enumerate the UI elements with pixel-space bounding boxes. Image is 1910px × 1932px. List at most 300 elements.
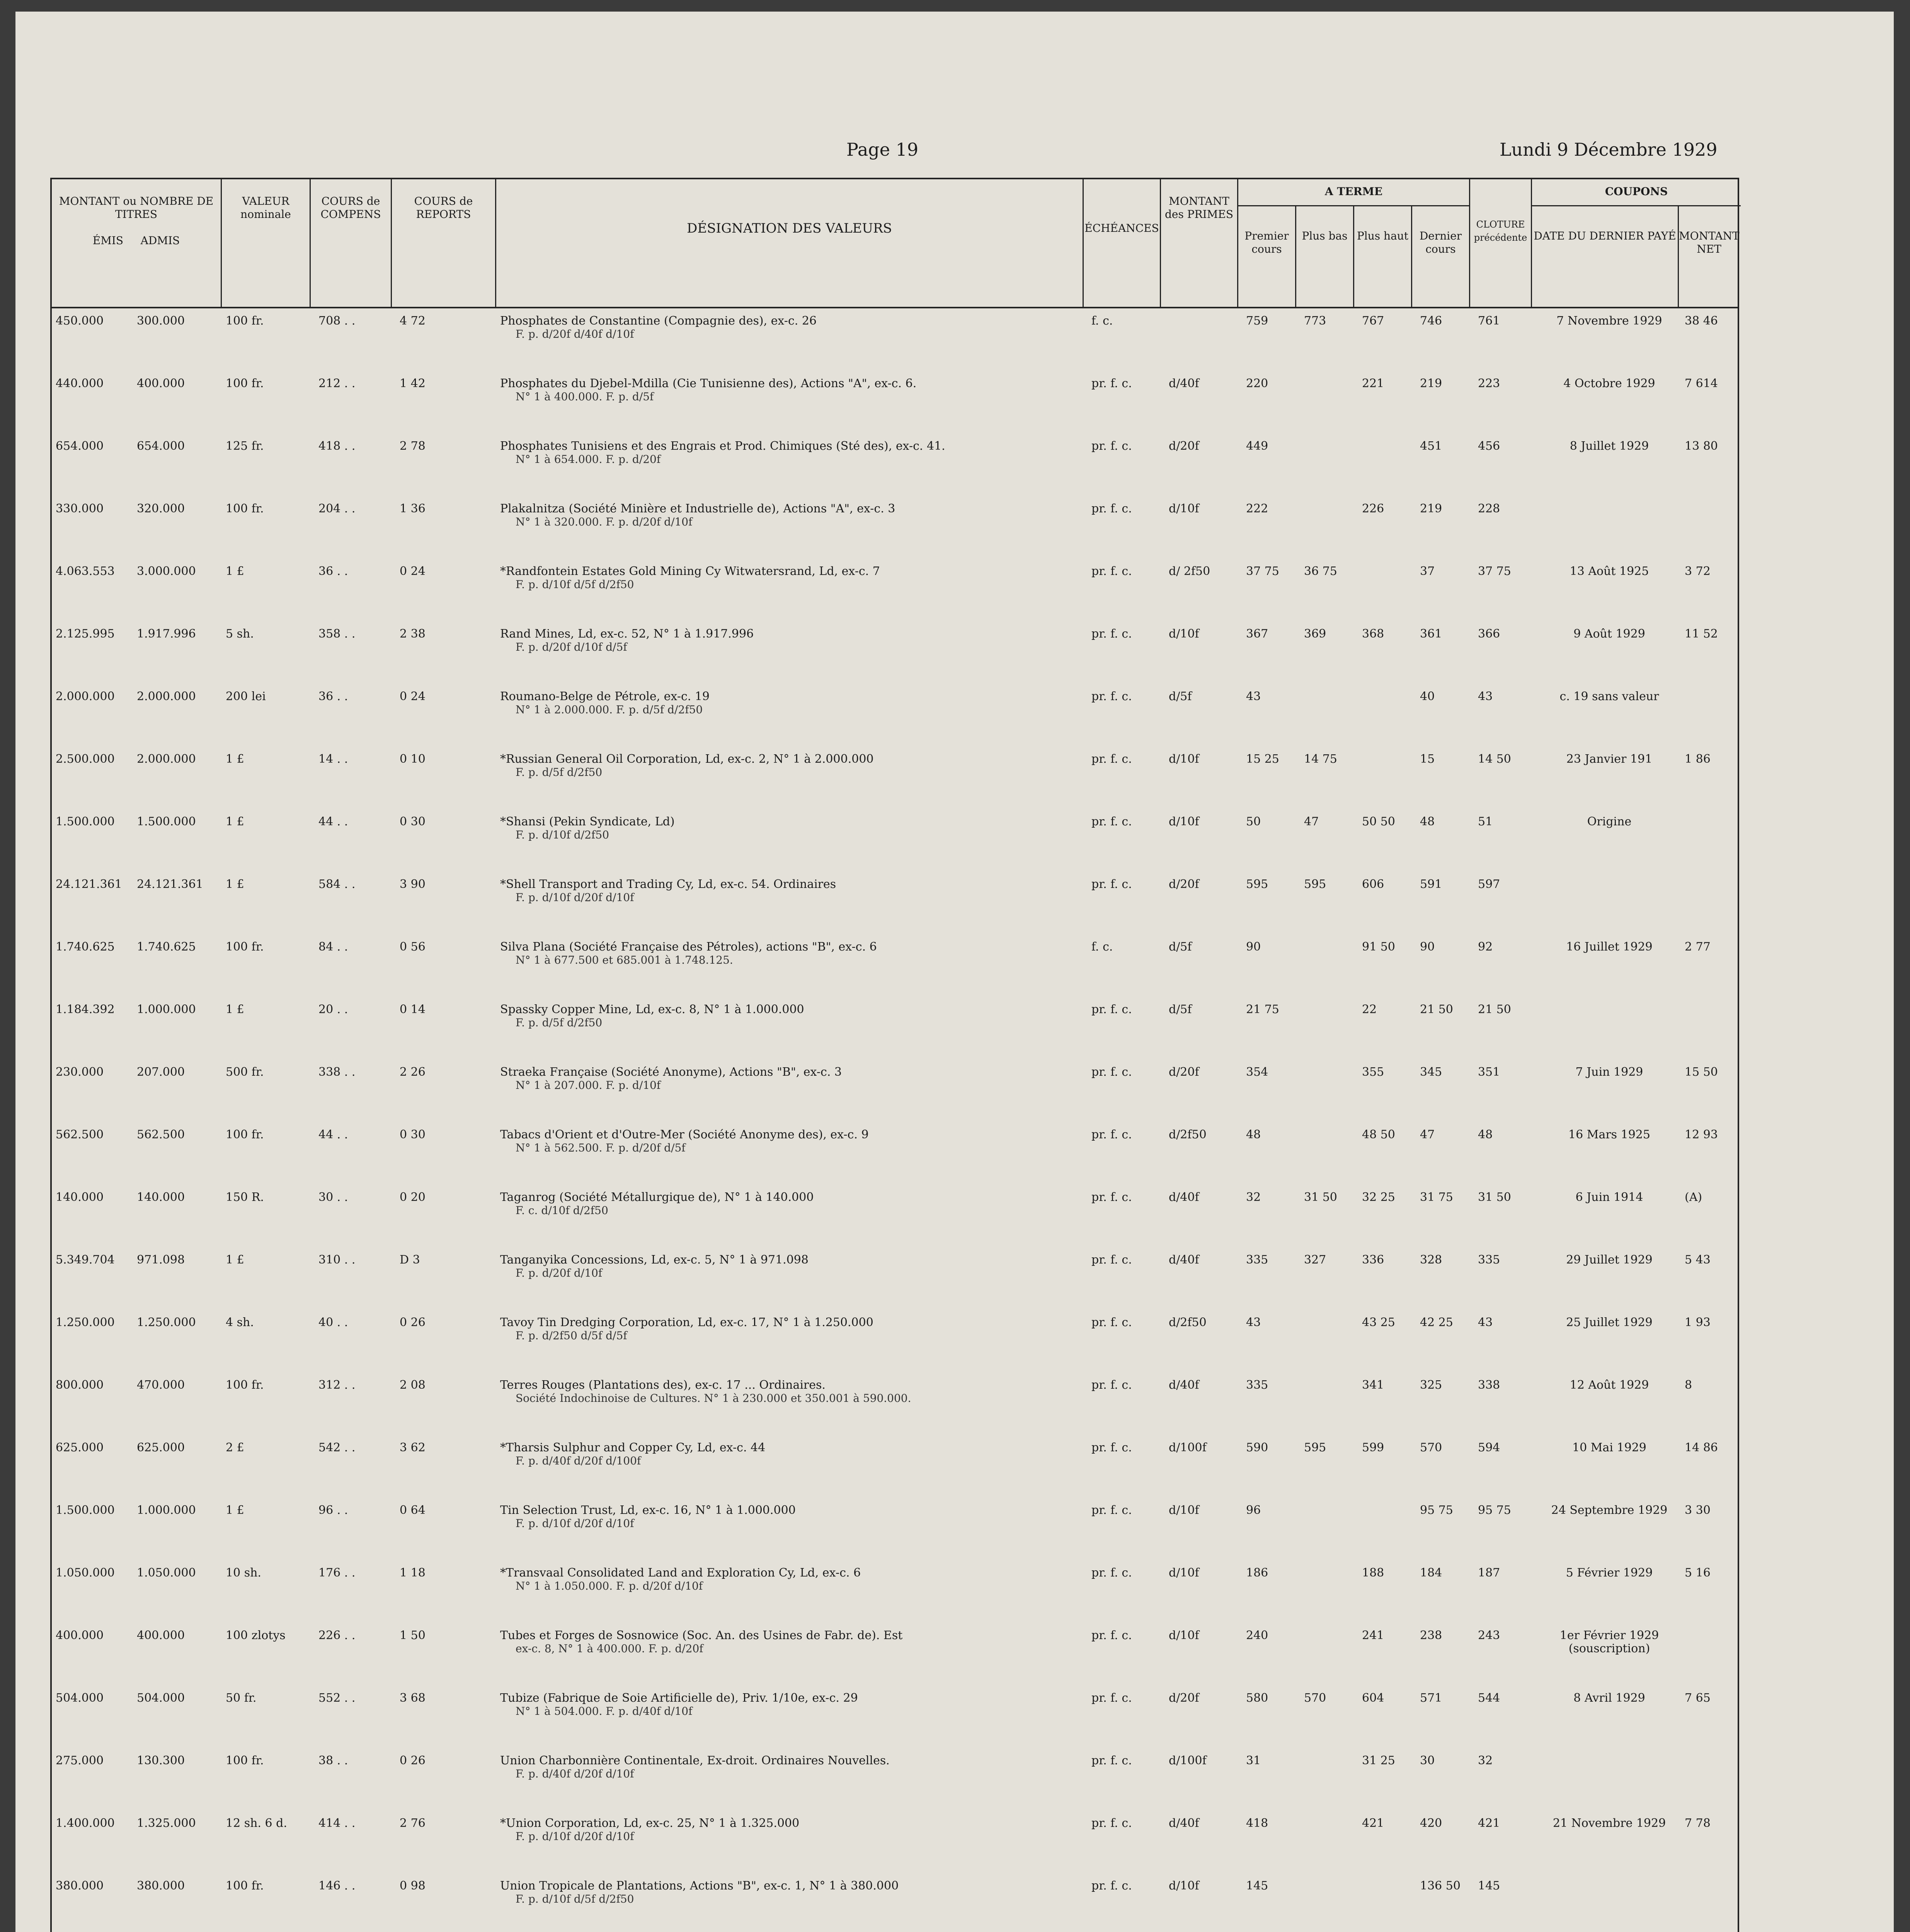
row-cloture: 338 xyxy=(1478,1378,1500,1392)
row-cours-rep: 0 26 xyxy=(400,1316,426,1329)
row-echeance: pr. f. c. xyxy=(1091,1441,1132,1454)
row-coupon-net: 5 16 xyxy=(1685,1566,1711,1580)
header-haut: Plus haut xyxy=(1354,206,1412,307)
row-designation-sub: ex-c. 8, N° 1 à 400.000. F. p. d/20f xyxy=(516,1642,703,1655)
row-emis: 400.000 xyxy=(56,1629,104,1642)
row-cours-rep: 2 76 xyxy=(400,1816,426,1830)
row-designation-sub: N° 1 à 677.500 et 685.001 à 1.748.125. xyxy=(516,954,733,966)
row-dernier: 95 75 xyxy=(1420,1503,1453,1517)
row-designation-name: *Shansi (Pekin Syndicate, Ld) xyxy=(500,815,675,828)
row-cloture: 544 xyxy=(1478,1691,1500,1705)
row-admis: 654.000 xyxy=(137,439,185,453)
row-cours-comp: 38 . . xyxy=(318,1754,348,1767)
row-designation-name: Rand Mines, Ld, ex-c. 52, N° 1 à 1.917.996 xyxy=(500,628,754,641)
table-row xyxy=(52,373,1738,430)
row-coupon-date: c. 19 sans valeur xyxy=(1559,690,1659,703)
row-cours-comp: 542 . . xyxy=(318,1441,356,1454)
row-cours-comp: 20 . . xyxy=(318,1003,348,1016)
row-haut: 341 xyxy=(1362,1378,1384,1392)
row-designation-sub: F. p. d/20f d/10f xyxy=(516,1267,603,1279)
row-dernier: 420 xyxy=(1420,1816,1442,1830)
row-premier: 15 25 xyxy=(1246,752,1279,766)
row-designation-sub: F. p. d/2f50 d/5f d/5f xyxy=(516,1329,627,1342)
row-haut: 767 xyxy=(1362,314,1384,328)
row-coupon-date: 7 Juin 1929 xyxy=(1575,1065,1643,1079)
row-cloture: 456 xyxy=(1478,439,1500,453)
row-premier: 222 xyxy=(1246,502,1268,515)
row-prime: d/5f xyxy=(1169,940,1192,954)
header-coupon-date: DATE DU DERNIER PAYÉ xyxy=(1532,206,1679,307)
table-row xyxy=(52,1062,1738,1119)
row-designation-sub: N° 1 à 207.000. F. p. d/10f xyxy=(516,1079,661,1092)
row-cloture: 594 xyxy=(1478,1441,1500,1454)
row-designation-sub: N° 1 à 1.050.000. F. p. d/20f d/10f xyxy=(516,1580,703,1592)
row-echeance: pr. f. c. xyxy=(1091,878,1132,891)
row-designation-sub: F. p. d/10f d/20f d/10f xyxy=(516,1517,634,1530)
row-designation-name: Phosphates de Constantine (Compagnie des), ex-c. 26 xyxy=(500,315,817,328)
row-cloture: 43 xyxy=(1478,1316,1493,1329)
row-cours-comp: 212 . . xyxy=(318,377,356,390)
row-cours-rep: 0 24 xyxy=(400,690,426,703)
row-designation-sub: F. p. d/5f d/2f50 xyxy=(516,1016,603,1029)
row-designation-sub: F. p. d/5f d/2f50 xyxy=(516,766,603,779)
row-designation-name: Tanganyika Concessions, Ld, ex-c. 5, N° 1 à 971.098 xyxy=(500,1253,809,1267)
row-designation-sub: Société Indochinoise de Cultures. N° 1 à 230.000 et 350.001 à 590.000. xyxy=(516,1392,911,1405)
row-coupon-date: 10 Mai 1929 xyxy=(1572,1441,1646,1454)
row-admis: 2.000.000 xyxy=(137,752,196,766)
row-prime: d/40f xyxy=(1169,1378,1199,1392)
row-designation-name: Tubize (Fabrique de Soie Artificielle de), Priv. 1/10e, ex-c. 29 xyxy=(500,1692,858,1705)
header-cours-rep: COURS de REPORTS xyxy=(392,179,496,307)
row-cours-comp: 146 . . xyxy=(318,1879,356,1893)
row-designation-sub: F. p. d/20f d/40f d/10f xyxy=(516,328,634,340)
row-prime: d/10f xyxy=(1169,1503,1199,1517)
row-prime: d/40f xyxy=(1169,1816,1199,1830)
row-haut: 48 50 xyxy=(1362,1128,1395,1141)
row-cloture: 37 75 xyxy=(1478,565,1511,578)
row-premier: 759 xyxy=(1246,314,1268,328)
row-coupon-date: 21 Novembre 1929 xyxy=(1553,1816,1666,1830)
row-valeur: 12 sh. 6 d. xyxy=(226,1816,287,1830)
row-designation xyxy=(500,1566,1053,1593)
row-cours-comp: 14 . . xyxy=(318,752,348,766)
row-admis: 207.000 xyxy=(137,1065,185,1079)
row-coupon-date: 24 Septembre 1929 xyxy=(1551,1503,1668,1517)
row-dernier: 571 xyxy=(1420,1691,1442,1705)
row-cloture: 366 xyxy=(1478,627,1500,641)
row-dernier: 591 xyxy=(1420,878,1442,891)
row-valeur: 500 fr. xyxy=(226,1065,264,1079)
row-cours-rep: 3 68 xyxy=(400,1691,426,1705)
row-valeur: 1 £ xyxy=(226,1503,244,1517)
row-designation xyxy=(500,1066,1053,1092)
row-emis: 504.000 xyxy=(56,1691,104,1705)
row-cloture: 421 xyxy=(1478,1816,1500,1830)
row-bas: 773 xyxy=(1304,314,1326,328)
row-coupon-date: 29 Juillet 1929 xyxy=(1566,1253,1653,1267)
row-echeance: pr. f. c. xyxy=(1091,1754,1132,1767)
row-designation-name: *Transvaal Consolidated Land and Exploration Cy, Ld, ex-c. 6 xyxy=(500,1566,861,1580)
row-designation-sub: N° 1 à 654.000. F. p. d/20f xyxy=(516,453,661,466)
row-cours-comp: 44 . . xyxy=(318,1128,348,1141)
row-cours-comp: 418 . . xyxy=(318,439,356,453)
row-cours-comp: 36 . . xyxy=(318,565,348,578)
row-cloture: 43 xyxy=(1478,690,1493,703)
row-valeur: 1 £ xyxy=(226,815,244,828)
row-admis: 1.250.000 xyxy=(137,1316,196,1329)
row-echeance: pr. f. c. xyxy=(1091,565,1132,578)
row-valeur: 100 fr. xyxy=(226,314,264,328)
row-cours-rep: 0 14 xyxy=(400,1003,426,1016)
row-designation-name: Silva Plana (Société Française des Pétroles), actions "B", ex-c. 6 xyxy=(500,940,877,954)
row-coupon-date: 8 Juillet 1929 xyxy=(1570,439,1649,453)
row-valeur: 10 sh. xyxy=(226,1566,261,1580)
row-bas: 47 xyxy=(1304,815,1319,828)
row-dernier: 219 xyxy=(1420,377,1442,390)
row-admis: 400.000 xyxy=(137,377,185,390)
table-row xyxy=(52,624,1738,681)
row-emis: 1.250.000 xyxy=(56,1316,115,1329)
row-cours-rep: 0 20 xyxy=(400,1190,426,1204)
row-emis: 4.063.553 xyxy=(56,565,115,578)
row-designation-name: Spassky Copper Mine, Ld, ex-c. 8, N° 1 à 1.000.000 xyxy=(500,1003,804,1016)
row-premier: 31 xyxy=(1246,1754,1261,1767)
row-designation xyxy=(500,628,1053,654)
row-cours-comp: 310 . . xyxy=(318,1253,356,1267)
row-dernier: 37 xyxy=(1420,565,1435,578)
row-designation xyxy=(500,440,1053,466)
row-bas: 31 50 xyxy=(1304,1190,1337,1204)
row-dernier: 238 xyxy=(1420,1629,1442,1642)
table-row xyxy=(52,1312,1738,1369)
row-cours-rep: 1 18 xyxy=(400,1566,426,1580)
row-coupon-date: Origine xyxy=(1587,815,1632,828)
row-emis: 230.000 xyxy=(56,1065,104,1079)
row-designation xyxy=(500,940,1053,967)
table-row xyxy=(52,498,1738,556)
row-designation xyxy=(500,1253,1053,1280)
row-cloture: 187 xyxy=(1478,1566,1500,1580)
row-emis: 440.000 xyxy=(56,377,104,390)
row-dernier: 136 50 xyxy=(1420,1879,1461,1893)
row-coupon-date: 6 Juin 1914 xyxy=(1575,1190,1643,1204)
row-designation-name: Phosphates du Djebel-Mdilla (Cie Tunisienne des), Actions "A", ex-c. 6. xyxy=(500,377,917,390)
row-valeur: 200 lei xyxy=(226,690,266,703)
row-haut: 241 xyxy=(1362,1629,1384,1642)
row-coupon-net: 3 72 xyxy=(1685,565,1711,578)
row-dernier: 361 xyxy=(1420,627,1442,641)
row-echeance: pr. f. c. xyxy=(1091,627,1132,641)
row-coupon-net: 1 93 xyxy=(1685,1316,1711,1329)
row-haut: 226 xyxy=(1362,502,1384,515)
header-terme: A TERME xyxy=(1238,179,1470,206)
row-haut: 421 xyxy=(1362,1816,1384,1830)
row-coupon-date: 23 Janvier 191 xyxy=(1566,752,1653,766)
row-designation xyxy=(500,1128,1053,1155)
row-prime: d/20f xyxy=(1169,439,1199,453)
row-echeance: pr. f. c. xyxy=(1091,1503,1132,1517)
row-echeance: pr. f. c. xyxy=(1091,1316,1132,1329)
row-valeur: 100 fr. xyxy=(226,940,264,954)
row-admis: 1.917.996 xyxy=(137,627,196,641)
row-valeur: 50 fr. xyxy=(226,1691,257,1705)
row-admis: 625.000 xyxy=(137,1441,185,1454)
row-prime: d/10f xyxy=(1169,1566,1199,1580)
row-designation xyxy=(500,1504,1053,1530)
row-designation-name: *Russian General Oil Corporation, Ld, ex-c. 2, N° 1 à 2.000.000 xyxy=(500,753,874,766)
row-dernier: 345 xyxy=(1420,1065,1442,1079)
page-date: Lundi 9 Décembre 1929 xyxy=(1500,139,1718,160)
row-designation-sub: F. p. d/10f d/20f d/10f xyxy=(516,891,634,904)
row-valeur: 5 sh. xyxy=(226,627,254,641)
table-row xyxy=(52,1813,1738,1870)
row-designation xyxy=(500,1629,1053,1655)
row-emis: 2.500.000 xyxy=(56,752,115,766)
row-emis: 1.050.000 xyxy=(56,1566,115,1580)
table-row xyxy=(52,436,1738,493)
header-designation: DÉSIGNATION DES VALEURS xyxy=(496,179,1084,307)
row-designation xyxy=(500,565,1053,591)
row-coupon-net: 12 93 xyxy=(1685,1128,1718,1141)
row-designation xyxy=(500,1754,1053,1781)
row-echeance: pr. f. c. xyxy=(1091,1065,1132,1079)
row-coupon-date: 8 Avril 1929 xyxy=(1573,1691,1645,1705)
row-dernier: 184 xyxy=(1420,1566,1442,1580)
row-echeance: pr. f. c. xyxy=(1091,439,1132,453)
row-designation-name: Taganrog (Société Métallurgique de), N° 1 à 140.000 xyxy=(500,1191,814,1204)
row-cloture: 21 50 xyxy=(1478,1003,1511,1016)
row-coupon-date: 1er Février 1929 (souscription) xyxy=(1559,1629,1659,1655)
row-premier: 43 xyxy=(1246,1316,1261,1329)
row-cours-rep: 2 78 xyxy=(400,439,426,453)
row-coupon-net: 3 30 xyxy=(1685,1503,1711,1517)
row-prime: d/2f50 xyxy=(1169,1316,1207,1329)
row-echeance: pr. f. c. xyxy=(1091,1253,1132,1267)
row-cours-rep: 4 72 xyxy=(400,314,426,328)
row-coupon-date: 7 Novembre 1929 xyxy=(1556,314,1662,328)
row-cloture: 243 xyxy=(1478,1629,1500,1642)
row-cours-comp: 226 . . xyxy=(318,1629,356,1642)
row-premier: 96 xyxy=(1246,1503,1261,1517)
row-prime: d/10f xyxy=(1169,627,1199,641)
row-haut: 336 xyxy=(1362,1253,1384,1267)
table-row xyxy=(52,1187,1738,1244)
row-coupon-net: 8 xyxy=(1685,1378,1692,1392)
row-valeur: 4 sh. xyxy=(226,1316,254,1329)
row-coupon-net: 7 65 xyxy=(1685,1691,1711,1705)
row-coupon-date: 16 Mars 1925 xyxy=(1568,1128,1650,1141)
table-row xyxy=(52,1500,1738,1557)
row-bas: 595 xyxy=(1304,878,1326,891)
row-designation-sub: F. c. d/10f d/2f50 xyxy=(516,1204,608,1217)
row-admis: 400.000 xyxy=(137,1629,185,1642)
row-admis: 2.000.000 xyxy=(137,690,196,703)
row-cours-rep: D 3 xyxy=(400,1253,420,1267)
row-cours-rep: 0 98 xyxy=(400,1879,426,1893)
row-haut: 43 25 xyxy=(1362,1316,1395,1329)
row-admis: 130.300 xyxy=(137,1754,185,1767)
row-coupon-net: (A) xyxy=(1685,1190,1702,1204)
row-admis: 1.500.000 xyxy=(137,815,196,828)
row-haut: 22 xyxy=(1362,1003,1377,1016)
row-designation-sub: N° 1 à 2.000.000. F. p. d/5f d/2f50 xyxy=(516,703,703,716)
row-premier: 335 xyxy=(1246,1378,1268,1392)
row-cours-rep: 0 26 xyxy=(400,1754,426,1767)
row-admis: 140.000 xyxy=(137,1190,185,1204)
row-echeance: f. c. xyxy=(1091,314,1113,328)
table-row xyxy=(52,561,1738,618)
row-haut: 355 xyxy=(1362,1065,1384,1079)
row-haut: 32 25 xyxy=(1362,1190,1395,1204)
row-premier: 335 xyxy=(1246,1253,1268,1267)
row-designation xyxy=(500,1316,1053,1342)
row-prime: d/40f xyxy=(1169,1253,1199,1267)
row-echeance: pr. f. c. xyxy=(1091,1629,1132,1642)
row-cours-rep: 0 30 xyxy=(400,815,426,828)
row-cours-rep: 0 24 xyxy=(400,565,426,578)
row-coupon-net: 2 77 xyxy=(1685,940,1711,954)
row-designation-name: *Tharsis Sulphur and Copper Cy, Ld, ex-c. 44 xyxy=(500,1441,766,1454)
row-designation xyxy=(500,377,1053,403)
row-designation xyxy=(500,1003,1053,1029)
row-emis: 450.000 xyxy=(56,314,104,328)
row-designation xyxy=(500,1441,1053,1468)
row-cloture: 228 xyxy=(1478,502,1500,515)
row-dernier: 325 xyxy=(1420,1378,1442,1392)
row-echeance: pr. f. c. xyxy=(1091,1190,1132,1204)
row-designation-name: Tavoy Tin Dredging Corporation, Ld, ex-c. 17, N° 1 à 1.250.000 xyxy=(500,1316,873,1329)
row-designation xyxy=(500,315,1053,341)
row-designation-sub: F. p. d/10f d/2f50 xyxy=(516,828,609,841)
row-echeance: pr. f. c. xyxy=(1091,1691,1132,1705)
row-premier: 50 xyxy=(1246,815,1261,828)
row-dernier: 90 xyxy=(1420,940,1435,954)
table-row xyxy=(52,311,1738,368)
row-dernier: 219 xyxy=(1420,502,1442,515)
row-designation-name: Roumano-Belge de Pétrole, ex-c. 19 xyxy=(500,690,710,703)
row-coupon-net: 14 86 xyxy=(1685,1441,1718,1454)
row-coupon-net: 7 614 xyxy=(1685,377,1718,390)
row-admis: 320.000 xyxy=(137,502,185,515)
row-emis: 380.000 xyxy=(56,1879,104,1893)
row-premier: 186 xyxy=(1246,1566,1268,1580)
row-prime: d/2f50 xyxy=(1169,1128,1207,1141)
table-row xyxy=(52,1250,1738,1307)
row-cours-comp: 414 . . xyxy=(318,1816,356,1830)
row-coupon-date: 16 Juillet 1929 xyxy=(1566,940,1653,954)
row-designation-sub: N° 1 à 320.000. F. p. d/20f d/10f xyxy=(516,515,693,528)
row-designation-sub: F. p. d/10f d/5f d/2f50 xyxy=(516,578,634,591)
row-valeur: 100 zlotys xyxy=(226,1629,286,1642)
row-haut: 188 xyxy=(1362,1566,1384,1580)
row-designation xyxy=(500,753,1053,779)
row-cloture: 223 xyxy=(1478,377,1500,390)
row-prime: d/20f xyxy=(1169,1065,1199,1079)
row-valeur: 1 £ xyxy=(226,752,244,766)
table-row xyxy=(52,811,1738,869)
row-dernier: 570 xyxy=(1420,1441,1442,1454)
row-cours-rep: 3 90 xyxy=(400,878,426,891)
row-coupon-date: 25 Juillet 1929 xyxy=(1566,1316,1653,1329)
header-premier: Premier cours xyxy=(1238,206,1296,307)
table-row xyxy=(52,937,1738,994)
row-designation-name: *Randfontein Estates Gold Mining Cy Witwatersrand, Ld, ex-c. 7 xyxy=(500,565,880,578)
row-haut: 599 xyxy=(1362,1441,1384,1454)
row-emis: 1.500.000 xyxy=(56,1503,115,1517)
row-prime: d/10f xyxy=(1169,1879,1199,1893)
row-designation xyxy=(500,1379,1053,1405)
row-dernier: 30 xyxy=(1420,1754,1435,1767)
row-cloture: 145 xyxy=(1478,1879,1500,1893)
row-dernier: 31 75 xyxy=(1420,1190,1453,1204)
row-valeur: 100 fr. xyxy=(226,1879,264,1893)
row-cloture: 92 xyxy=(1478,940,1493,954)
row-designation-sub: N° 1 à 562.500. F. p. d/20f d/5f xyxy=(516,1141,686,1154)
row-cours-rep: 2 08 xyxy=(400,1378,426,1392)
row-prime: d/10f xyxy=(1169,815,1199,828)
row-prime: d/10f xyxy=(1169,752,1199,766)
row-designation-name: Union Charbonnière Continentale, Ex-droit. Ordinaires Nouvelles. xyxy=(500,1754,890,1767)
row-echeance: pr. f. c. xyxy=(1091,1879,1132,1893)
row-emis: 1.184.392 xyxy=(56,1003,115,1016)
row-coupon-net: 7 78 xyxy=(1685,1816,1711,1830)
row-emis: 1.500.000 xyxy=(56,815,115,828)
row-coupon-net: 5 43 xyxy=(1685,1253,1711,1267)
row-admis: 1.000.000 xyxy=(137,1503,196,1517)
row-haut: 50 50 xyxy=(1362,815,1395,828)
row-premier: 449 xyxy=(1246,439,1268,453)
row-designation-name: Phosphates Tunisiens et des Engrais et Prod. Chimiques (Sté des), ex-c. 41. xyxy=(500,440,945,453)
row-prime: d/100f xyxy=(1169,1441,1207,1454)
row-cloture: 95 75 xyxy=(1478,1503,1511,1517)
row-valeur: 2 £ xyxy=(226,1441,244,1454)
row-cours-comp: 338 . . xyxy=(318,1065,356,1079)
row-cours-rep: 1 42 xyxy=(400,377,426,390)
row-cours-comp: 84 . . xyxy=(318,940,348,954)
header-valeur: VALEUR nominale xyxy=(222,179,311,307)
row-valeur: 1 £ xyxy=(226,1003,244,1016)
header-cloture: CLOTURE précédente xyxy=(1470,179,1532,307)
row-dernier: 746 xyxy=(1420,314,1442,328)
row-admis: 24.121.361 xyxy=(137,878,203,891)
row-premier: 145 xyxy=(1246,1879,1268,1893)
row-dernier: 21 50 xyxy=(1420,1003,1453,1016)
row-haut: 368 xyxy=(1362,627,1384,641)
page-number: Page 19 xyxy=(846,139,919,160)
row-cours-rep: 2 26 xyxy=(400,1065,426,1079)
row-cours-rep: 0 56 xyxy=(400,940,426,954)
row-premier: 240 xyxy=(1246,1629,1268,1642)
row-echeance: pr. f. c. xyxy=(1091,1378,1132,1392)
row-designation xyxy=(500,502,1053,529)
table-row xyxy=(52,1625,1738,1682)
row-echeance: pr. f. c. xyxy=(1091,1003,1132,1016)
row-premier: 90 xyxy=(1246,940,1261,954)
row-haut: 91 50 xyxy=(1362,940,1395,954)
row-prime: d/20f xyxy=(1169,878,1199,891)
row-cloture: 48 xyxy=(1478,1128,1493,1141)
row-designation-name: Tubes et Forges de Sosnowice (Soc. An. des Usines de Fabr. de). Est xyxy=(500,1629,903,1642)
row-designation xyxy=(500,690,1053,716)
row-premier: 32 xyxy=(1246,1190,1261,1204)
row-prime: d/40f xyxy=(1169,1190,1199,1204)
row-cours-rep: 3 62 xyxy=(400,1441,426,1454)
row-designation xyxy=(500,1191,1053,1217)
row-admis: 1.325.000 xyxy=(137,1816,196,1830)
row-designation xyxy=(500,1879,1053,1906)
row-admis: 3.000.000 xyxy=(137,565,196,578)
row-emis: 2.000.000 xyxy=(56,690,115,703)
